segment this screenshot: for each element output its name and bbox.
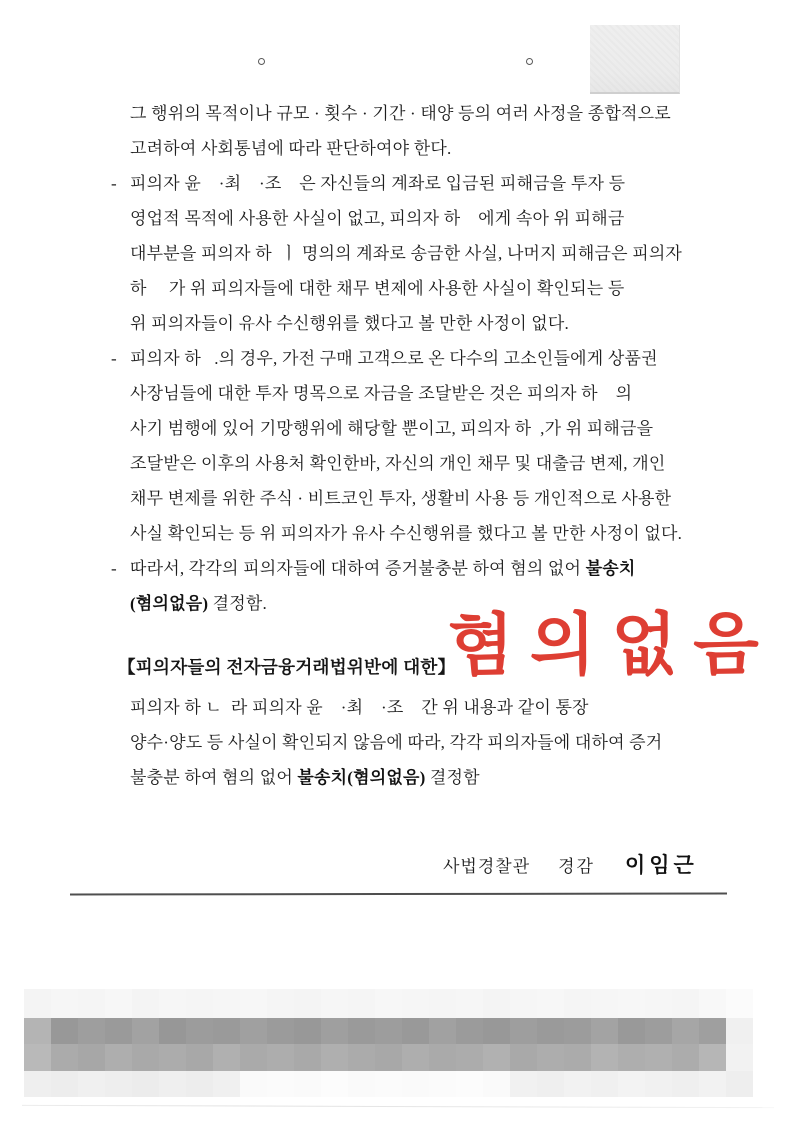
text-line: [130, 271, 750, 306]
bullet-dash: -: [111, 559, 117, 578]
text-segment: 대부분을 피의자 하 ㅣ 명의의 계좌로 송금한 사실, 나머지 피해금은 피의자: [130, 244, 683, 263]
bold-text-segment: 불송치(혐의없음): [297, 768, 426, 787]
text-segment: 채무 변제를 위한 주식 · 비트코인 투자, 생활비 사용 등 개인적으로 사용한: [130, 489, 672, 508]
mosaic-block: [186, 989, 213, 1018]
text-segment: 피의자 하 .의 경우, 가전 구매 고객으로 온 다수의 고소인들에게 상품권: [130, 349, 658, 368]
text-segment: 불충분 하여 혐의 없어: [130, 768, 298, 787]
mosaic-block: [159, 989, 186, 1018]
mosaic-block: [402, 1018, 429, 1044]
mosaic-block: [51, 1044, 78, 1071]
mosaic-block: [186, 1044, 213, 1071]
mosaic-block: [645, 989, 672, 1018]
mosaic-block: [24, 1018, 51, 1044]
text-segment: 위 피의자들이 유사 수신행위를 했다고 볼 만한 사정이 없다.: [130, 314, 569, 333]
mosaic-block: [618, 1018, 645, 1044]
text-segment: 따라서, 각각의 피의자들에 대하여 증거불충분 하여 혐의 없어: [130, 559, 586, 578]
bullet-dash: -: [111, 174, 117, 193]
text-line: [130, 411, 750, 446]
mosaic-block: [537, 1071, 564, 1097]
mosaic-block: [51, 989, 78, 1018]
mosaic-block: [483, 1018, 510, 1044]
text-segment: 하 가 위 피의자들에 대한 채무 변제에 사용한 사실이 확인되는 등: [130, 279, 625, 298]
mosaic-block: [294, 1044, 321, 1071]
text-segment: 사기 범행에 있어 기망행위에 해당할 뿐이고, 피의자 하 ,가 위 피해금을: [130, 419, 654, 438]
mosaic-block: [672, 989, 699, 1018]
bullet-dash: -: [111, 349, 117, 368]
mosaic-block: [105, 1071, 132, 1097]
mosaic-block: [510, 989, 537, 1018]
mosaic-block: [429, 1018, 456, 1044]
mosaic-block: [510, 1018, 537, 1044]
mosaic-block: [672, 1044, 699, 1071]
scan-artifact-gray-box: [590, 25, 680, 94]
mosaic-block: [456, 1044, 483, 1071]
mosaic-block: [375, 1018, 402, 1044]
mosaic-block: [213, 1044, 240, 1071]
mosaic-block: [51, 1071, 78, 1097]
mosaic-block: [375, 989, 402, 1018]
mosaic-block: [213, 1018, 240, 1044]
mosaic-block: [24, 1071, 51, 1097]
text-line: [130, 131, 750, 166]
mosaic-block: [429, 1044, 456, 1071]
mosaic-block: [132, 1018, 159, 1044]
mosaic-block: [402, 989, 429, 1018]
mosaic-block: [348, 1071, 375, 1097]
text-segment: 결정함: [425, 768, 480, 787]
mosaic-block: [699, 1071, 726, 1097]
text-line: [130, 690, 750, 725]
mosaic-block: [105, 1044, 132, 1071]
mosaic-block: [348, 1018, 375, 1044]
text-line: [111, 166, 750, 201]
punch-ring-mark-right: [526, 58, 533, 65]
mosaic-block: [429, 989, 456, 1018]
mosaic-block: [618, 1071, 645, 1097]
mosaic-block: [483, 989, 510, 1018]
mosaic-block: [105, 989, 132, 1018]
text-line: [130, 96, 750, 131]
mosaic-block: [699, 989, 726, 1018]
mosaic-block: [672, 1018, 699, 1044]
mosaic-block: [375, 1071, 402, 1097]
mosaic-block: [537, 989, 564, 1018]
mosaic-block: [699, 1044, 726, 1071]
mosaic-block: [483, 1044, 510, 1071]
mosaic-block: [159, 1044, 186, 1071]
mosaic-block: [240, 1044, 267, 1071]
text-segment: 결정함.: [208, 594, 267, 613]
mosaic-block: [240, 989, 267, 1018]
mosaic-block: [78, 1071, 105, 1097]
mosaic-block: [240, 1018, 267, 1044]
divider-line: [70, 893, 727, 896]
mosaic-block: [537, 1018, 564, 1044]
text-line: [130, 236, 750, 271]
text-line: [130, 376, 750, 411]
mosaic-block: [294, 1018, 321, 1044]
mosaic-block: [24, 989, 51, 1018]
mosaic-block: [132, 1044, 159, 1071]
mosaic-block: [159, 1018, 186, 1044]
mosaic-block: [456, 1018, 483, 1044]
mosaic-block: [240, 1071, 267, 1097]
mosaic-block: [321, 1018, 348, 1044]
mosaic-block: [699, 1018, 726, 1044]
mosaic-block: [645, 1018, 672, 1044]
text-segment: 그 행위의 목적이나 규모 · 횟수 · 기간 · 태양 등의 여러 사정을 종합적으로: [130, 104, 671, 123]
bold-text-segment: 불송치: [585, 559, 636, 578]
mosaic-block: [618, 1044, 645, 1071]
text-line: [130, 201, 750, 236]
mosaic-block: [321, 989, 348, 1018]
mosaic-block: [726, 989, 753, 1018]
text-line: [130, 446, 750, 481]
mosaic-block: [672, 1071, 699, 1097]
mosaic-block: [537, 1044, 564, 1071]
mosaic-block: [294, 1071, 321, 1097]
mosaic-block: [267, 1044, 294, 1071]
no-suspicion-red-stamp: 혐의없음: [447, 606, 775, 684]
text-line: [130, 481, 750, 516]
signature-rank: 경감: [558, 857, 595, 876]
mosaic-block: [510, 1071, 537, 1097]
mosaic-block: [294, 989, 321, 1018]
mosaic-block: [618, 989, 645, 1018]
mosaic-block: [456, 1071, 483, 1097]
text-line: [111, 341, 750, 376]
text-segment: 피의자 하 ㄴ 라 피의자 윤 ·최 ·조 간 위 내용과 같이 통장: [130, 698, 589, 717]
mosaic-block: [186, 1071, 213, 1097]
mosaic-block: [213, 989, 240, 1018]
bold-text-segment: (혐의없음): [130, 594, 209, 613]
text-line: [130, 516, 750, 551]
text-segment: 고려하여 사회통념에 따라 판단하여야 한다.: [130, 139, 452, 158]
signature-name: 이임근: [624, 853, 698, 877]
mosaic-block: [564, 1018, 591, 1044]
mosaic-block: [564, 989, 591, 1018]
text-line: [130, 306, 750, 341]
mosaic-block: [186, 1018, 213, 1044]
mosaic-block: [213, 1071, 240, 1097]
mosaic-block: [726, 1071, 753, 1097]
mosaic-block: [78, 1018, 105, 1044]
mosaic-block: [348, 1044, 375, 1071]
mosaic-block: [429, 1071, 456, 1097]
mosaic-block: [267, 989, 294, 1018]
mosaic-block: [375, 1044, 402, 1071]
mosaic-block: [456, 989, 483, 1018]
text-segment: 영업적 목적에 사용한 사실이 없고, 피의자 하 에게 속아 위 피해금: [130, 209, 625, 228]
mosaic-block: [321, 1071, 348, 1097]
mosaic-block: [591, 1044, 618, 1071]
page-edge-line: [22, 1105, 774, 1108]
text-segment: 피의자 윤 ·최 ·조 은 자신들의 계좌로 입금된 피해금을 투자 등: [130, 174, 626, 193]
mosaic-block: [321, 1044, 348, 1071]
mosaic-block: [132, 1071, 159, 1097]
mosaic-block: [78, 1044, 105, 1071]
mosaic-block: [159, 1071, 186, 1097]
mosaic-block: [78, 989, 105, 1018]
text-segment: 사실 확인되는 등 위 피의자가 유사 수신행위를 했다고 볼 만한 사정이 없다.: [130, 524, 683, 543]
section-heading-electronic-financial-transactions: 【피의자들의 전자금융거래법위반에 대한】: [118, 657, 456, 677]
text-segment: 사장님들에 대한 투자 명목으로 자금을 조달받은 것은 피의자 하 의: [130, 384, 633, 403]
mosaic-block: [645, 1071, 672, 1097]
mosaic-block: [726, 1044, 753, 1071]
signature-role: 사법경찰관: [443, 857, 531, 876]
mosaic-block: [402, 1044, 429, 1071]
mosaic-block: [645, 1044, 672, 1071]
mosaic-block: [483, 1071, 510, 1097]
text-line: [130, 725, 750, 760]
mosaic-block: [267, 1018, 294, 1044]
mosaic-block: [51, 1018, 78, 1044]
mosaic-block: [348, 989, 375, 1018]
mosaic-block: [591, 989, 618, 1018]
mosaic-block: [591, 1018, 618, 1044]
text-segment: 조달받은 이후의 사용처 확인한바, 자신의 개인 채무 및 대출금 변제, 개인: [130, 454, 666, 473]
text-line: [111, 551, 750, 586]
signature-line: [443, 848, 698, 883]
mosaic-block: [132, 989, 159, 1018]
mosaic-block: [726, 1018, 753, 1044]
mosaic-block: [510, 1044, 537, 1071]
mosaic-block: [105, 1018, 132, 1044]
mosaic-block: [564, 1071, 591, 1097]
mosaic-block: [402, 1071, 429, 1097]
punch-ring-mark-left: [258, 58, 265, 65]
text-segment: 양수·양도 등 사실이 확인되지 않음에 따라, 각각 피의자들에 대하여 증거: [130, 733, 663, 752]
mosaic-block: [591, 1071, 618, 1097]
text-line: [130, 760, 750, 795]
mosaic-block: [24, 1044, 51, 1071]
mosaic-block: [564, 1044, 591, 1071]
mosaic-block: [267, 1071, 294, 1097]
